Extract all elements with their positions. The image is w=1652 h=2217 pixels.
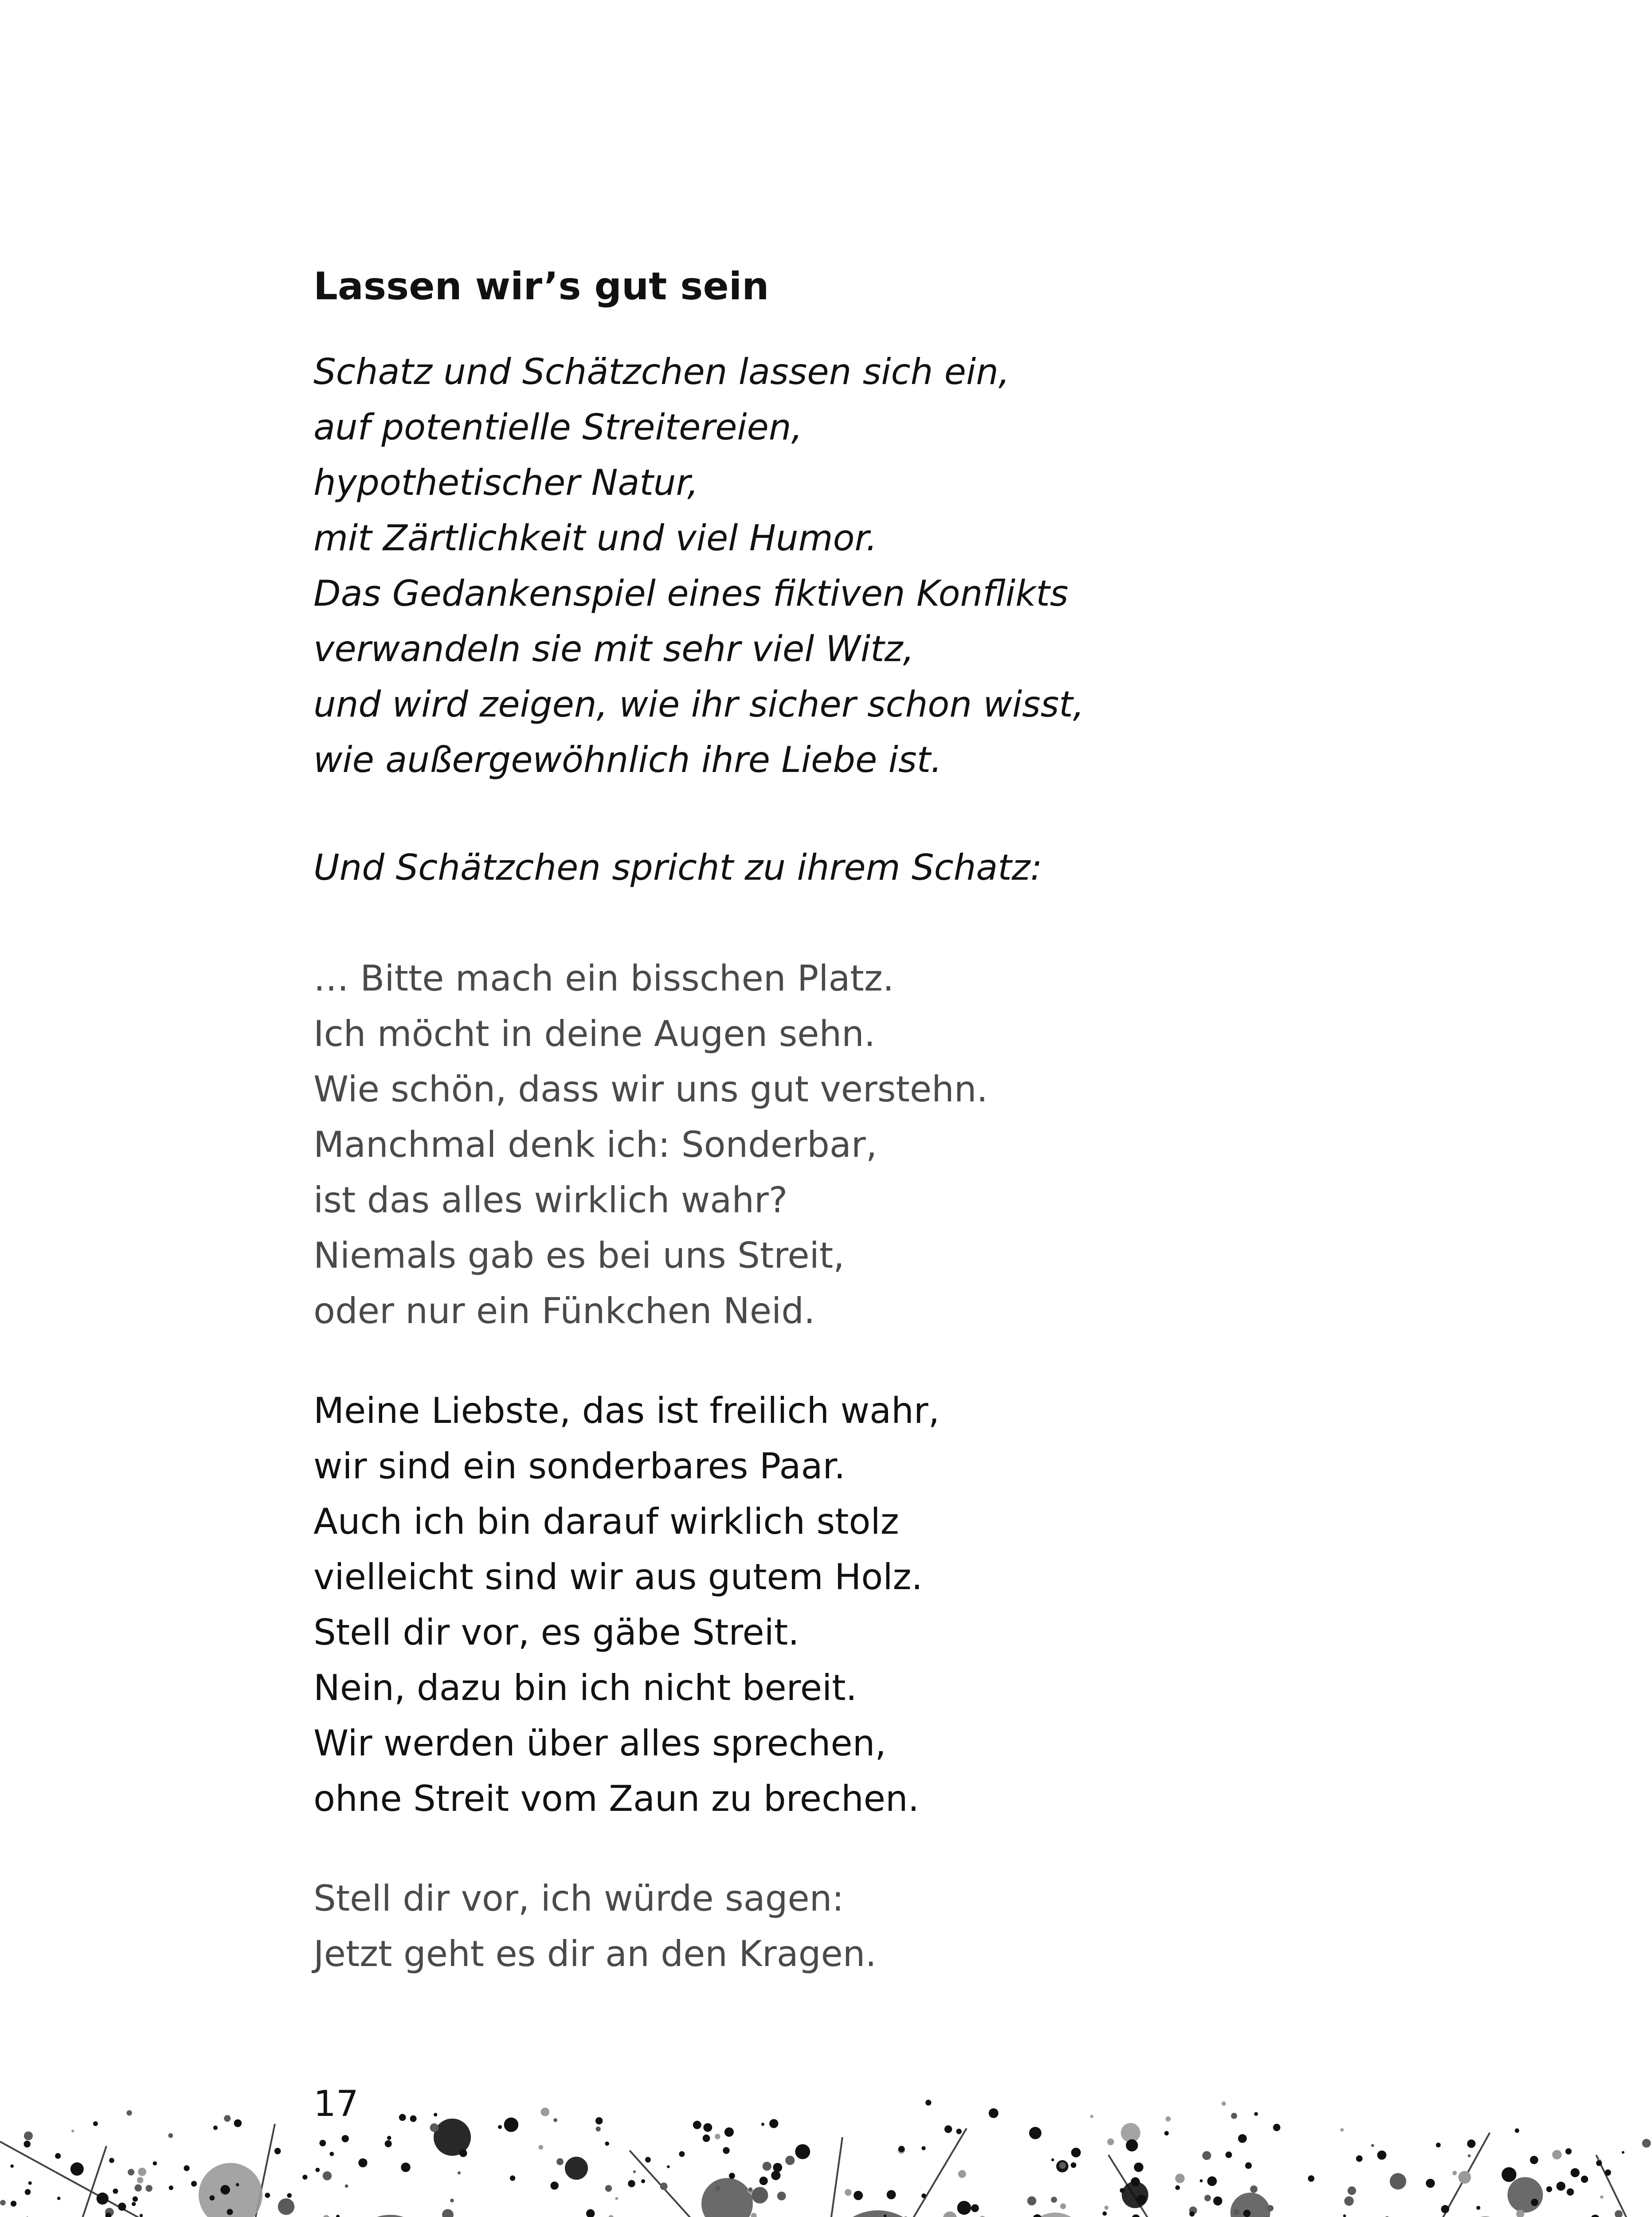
stanza-line: Wir werden über alles sprechen, xyxy=(313,1723,886,1764)
stanza-line: Ich möcht in deine Augen sehn. xyxy=(313,1013,876,1054)
stanza-line: Nein, dazu bin ich nicht bereit. xyxy=(313,1667,857,1708)
stanza-line: oder nur ein Fünkchen Neid. xyxy=(313,1290,815,1332)
lead-line xyxy=(313,840,1511,895)
intro-line: Schatz und Schätzchen lassen sich ein, xyxy=(313,351,1010,392)
intro-stanza xyxy=(313,344,1511,787)
stanza-line: Manchmal denk ich: Sonderbar, xyxy=(313,1124,877,1165)
intro-line: hypothetischer Natur, xyxy=(313,462,699,503)
intro-line: wie außergewöhnlich ihre Liebe ist. xyxy=(313,739,942,780)
intro-line: auf potentielle Streitereien, xyxy=(313,407,803,448)
stanza-line: ohne Streit vom Zaun zu brechen. xyxy=(313,1778,920,1819)
ink-splatter-icon xyxy=(0,2084,1652,2217)
stanza-line: Auch ich bin darauf wirklich stolz xyxy=(313,1501,899,1542)
page-number: 17 xyxy=(313,2083,359,2124)
stanza-line: ist das alles wirklich wahr? xyxy=(313,1179,788,1221)
stanza-1 xyxy=(313,951,1511,1339)
stanza-line: Stell dir vor, ich würde sagen: xyxy=(313,1878,844,1919)
stanza-line: Niemals gab es bei uns Streit, xyxy=(313,1235,845,1276)
poem xyxy=(313,260,1511,1982)
intro-line: und wird zeigen, wie ihr sicher schon wisst, xyxy=(313,684,1084,725)
poem-title: Lassen wir’s gut sein xyxy=(313,264,769,309)
stanza-line: Jetzt geht es dir an den Kragen. xyxy=(313,1933,877,1974)
stanza-line: … Bitte mach ein bisschen Platz. xyxy=(313,958,894,999)
intro-line: Das Gedankenspiel eines fiktiven Konflikts xyxy=(313,573,1069,614)
lead-text: Und Schätzchen spricht zu ihrem Schatz: xyxy=(313,847,1042,888)
intro-line: verwandeln sie mit sehr viel Witz, xyxy=(313,628,914,670)
stanza-line: Stell dir vor, es gäbe Streit. xyxy=(313,1612,799,1653)
stanza-line: vielleicht sind wir aus gutem Holz. xyxy=(313,1556,923,1598)
intro-line: mit Zärtlichkeit und viel Humor. xyxy=(313,517,877,559)
stanza-line: Wie schön, dass wir uns gut verstehn. xyxy=(313,1069,988,1110)
stanza-line: Meine Liebste, das ist freilich wahr, xyxy=(313,1390,940,1431)
stanza-2 xyxy=(313,1383,1511,1826)
stanza-3 xyxy=(313,1871,1511,1982)
stanza-line: wir sind ein sonderbares Paar. xyxy=(313,1445,846,1487)
